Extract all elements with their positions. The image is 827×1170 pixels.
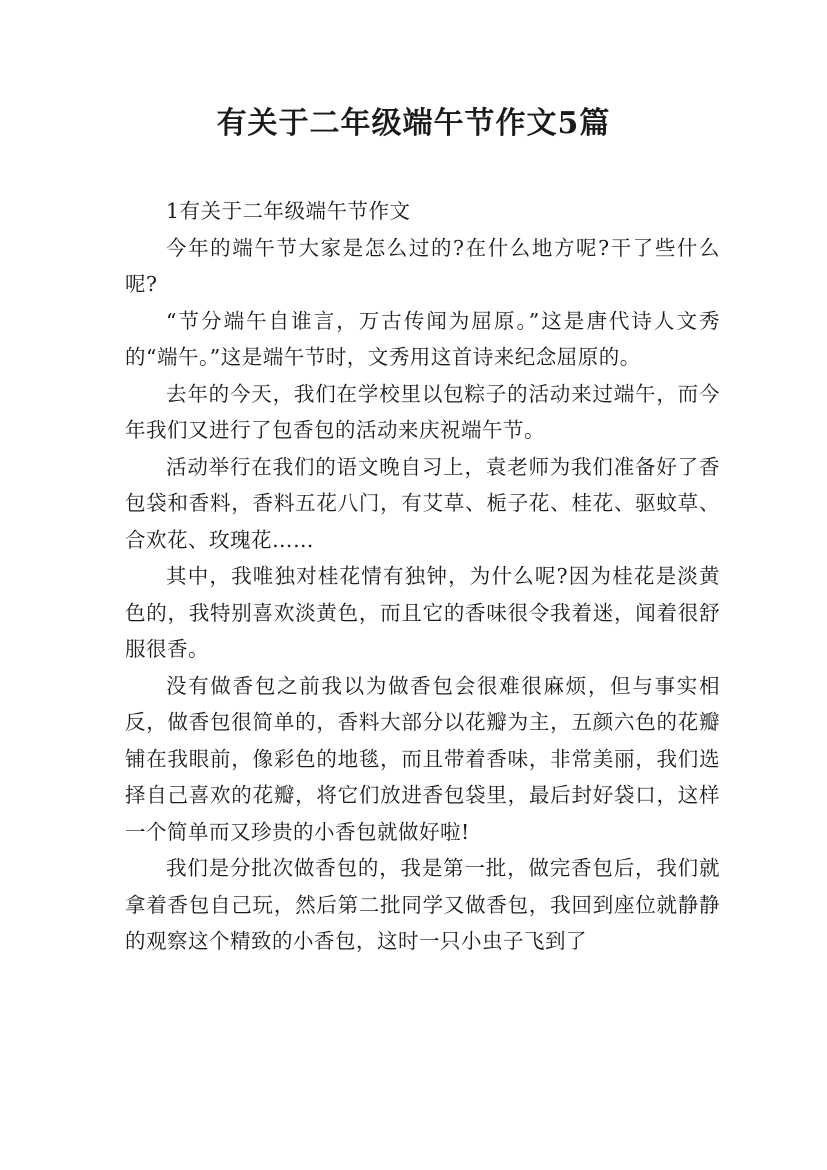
paragraph: “节分端午自谁言，万古传闻为屈原。”这是唐代诗人文秀的“端午。”这是端午节时，文秀用这首诗来纪念屈原的。 [125, 308, 720, 369]
document-body [125, 193, 720, 960]
paragraph: 我们是分批次做香包的，我是第一批，做完香包后，我们就拿着香包自己玩，然后第二批同学又做香包，我回到座位就静静的观察这个精致的小香包，这时一只小虫子飞到了 [125, 856, 720, 953]
paragraph: 去年的今天，我们在学校里以包粽子的活动来过端午，而今年我们又进行了包香包的活动来庆祝端午节。 [125, 381, 720, 442]
paragraph: 其中，我唯独对桂花情有独钟，为什么呢?因为桂花是淡黄色的，我特别喜欢淡黄色，而且它的香味很令我着迷，闻着很舒服很香。 [125, 564, 720, 661]
paragraph: 没有做香包之前我以为做香包会很难很麻烦，但与事实相反，做香包很简单的，香料大部分以花瓣为主，五颜六色的花瓣铺在我眼前，像彩色的地毯，而且带着香味，非常美丽，我们选择自己喜欢的花瓣，将它们放进香包袋里，最后封好袋口，这样一个简单而又珍贵的小香包就做好啦! [125, 673, 720, 844]
paragraph: 活动举行在我们的语文晚自习上，袁老师为我们准备好了香包袋和香料，香料五花八门，有艾草、栀子花、桂花、驱蚊草、合欢花、玫瑰花…… [125, 454, 720, 552]
section-heading: 1有关于二年级端午节作文 [166, 199, 411, 223]
paragraph: 今年的端午节大家是怎么过的?在什么地方呢?干了些什么呢? [125, 235, 720, 296]
document-title: 有关于二年级端午节作文5篇 [216, 106, 611, 141]
